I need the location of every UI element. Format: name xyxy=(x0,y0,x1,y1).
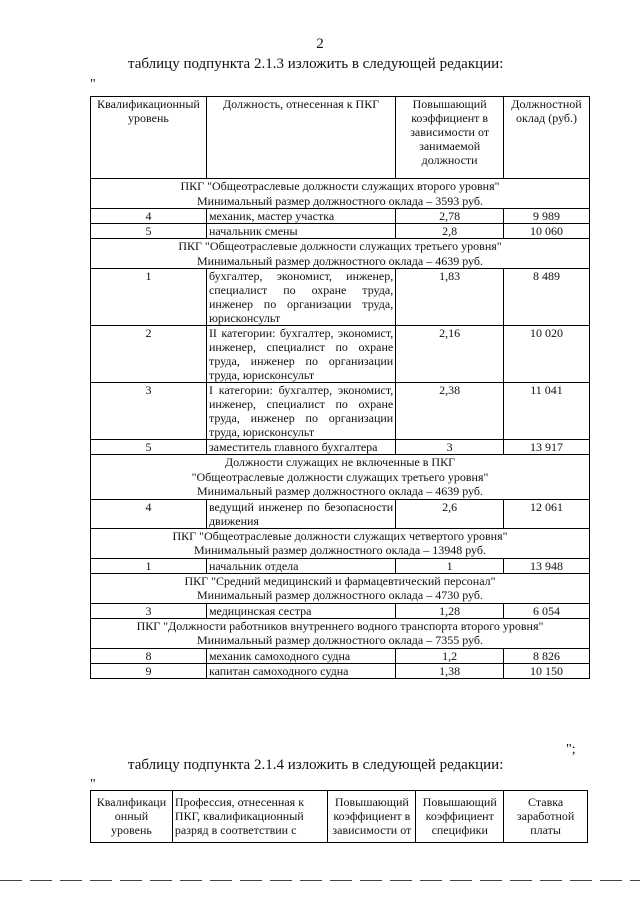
cell-level: 1 xyxy=(91,269,207,326)
group-title: ПКГ "Общеотраслевые должности служащих третьего уровня" xyxy=(178,239,502,253)
group-min-salary: Минимальный размер должностного оклада – 13948 руб. xyxy=(194,543,486,557)
group-title: ПКГ "Общеотраслевые должности служащих второго уровня" xyxy=(180,179,500,193)
cell-salary: 10 020 xyxy=(504,326,590,383)
cell-coef: 1,38 xyxy=(396,663,504,678)
cell-position: заместитель главного бухгалтера xyxy=(206,440,395,455)
cell-level: 3 xyxy=(91,603,207,618)
intro-2-1-4: таблицу подпункта 2.1.4 изложить в следующей редакции: xyxy=(128,757,504,773)
cell-salary: 11 041 xyxy=(504,383,590,440)
cell-coef: 2,8 xyxy=(396,224,504,239)
group-min-salary: Минимальный размер должностного оклада – 7355 руб. xyxy=(197,633,483,647)
table-row xyxy=(91,663,590,678)
cell-level: 3 xyxy=(91,383,207,440)
group-header-row xyxy=(91,573,590,603)
cell-coef: 2,78 xyxy=(396,209,504,224)
table-row xyxy=(91,209,590,224)
cell-position: II категории: бухгалтер, экономист, инженер, специалист по охране труда, инженер по организации труда, юрисконсульт xyxy=(206,326,395,383)
cell-coef: 2,6 xyxy=(396,499,504,528)
cell-coef: 3 xyxy=(396,440,504,455)
cell-coef: 1,2 xyxy=(396,648,504,663)
table-row xyxy=(91,224,590,239)
group-header xyxy=(91,528,590,558)
group-header-row xyxy=(91,528,590,558)
group-title: "Общеотраслевые должности служащих третьего уровня" xyxy=(191,469,489,484)
group-min-salary: Минимальный размер должностного оклада – 4730 руб. xyxy=(197,588,483,602)
cell-position: I категории: бухгалтер, экономист, инженер, специалист по охране труда, инженер по организации труда, юрисконсульт xyxy=(206,383,395,440)
group-min-salary: Минимальный размер должностного оклада – 3593 руб. xyxy=(197,193,483,208)
cell-salary: 10 060 xyxy=(504,224,590,239)
cell-salary: 6 054 xyxy=(504,603,590,618)
open-quote-2: " xyxy=(90,777,96,792)
cell-coef: 1,28 xyxy=(396,603,504,618)
cell-level: 1 xyxy=(91,558,207,573)
group-title: ПКГ "Должности работников внутреннего водного транспорта второго уровня" xyxy=(136,618,544,633)
cell-level: 2 xyxy=(91,326,207,383)
intro-2-1-3: таблицу подпункта 2.1.3 изложить в следующей редакции: xyxy=(128,56,504,72)
cell-position: бухгалтер, экономист, инженер, специалист по охране труда, инженер по организации труда, юрисконсульт xyxy=(206,269,395,326)
cell-level: 4 xyxy=(91,499,207,528)
header2-coefficient: Повышающий коэффициент в зависимости от xyxy=(328,791,416,843)
group-header xyxy=(91,239,590,269)
cell-level: 4 xyxy=(91,209,207,224)
header2-qualification-level: Квалификаци онный уровень xyxy=(91,791,173,843)
header2-profession: Профессия, отнесенная к ПКГ, квалификационный разряд в соответствии с xyxy=(172,791,327,843)
salary-table-2-1-3 xyxy=(90,96,590,679)
group-header xyxy=(91,179,590,209)
cell-position: начальник смены xyxy=(206,224,395,239)
group-title: ПКГ "Средний медицинский и фармацевтический персонал" xyxy=(184,573,496,588)
cell-salary: 8 489 xyxy=(504,269,590,326)
cell-position: ведущий инженер по безопасности движения xyxy=(206,499,395,528)
group-title: ПКГ "Общеотраслевые должности служащих четвертого уровня" xyxy=(172,528,508,543)
cell-coef: 2,16 xyxy=(396,326,504,383)
cell-level: 5 xyxy=(91,440,207,455)
group-header-row xyxy=(91,179,590,209)
group-header xyxy=(91,573,590,603)
page-number: 2 xyxy=(316,36,324,52)
cell-coef: 2,38 xyxy=(396,383,504,440)
cell-position: начальник отдела xyxy=(206,558,395,573)
header-qualification-level: Квалификационный уровень xyxy=(91,97,207,179)
cell-position: медицинская сестра xyxy=(206,603,395,618)
table-row xyxy=(91,269,590,326)
cell-position: механик самоходного судна xyxy=(206,648,395,663)
cell-coef: 1 xyxy=(396,558,504,573)
table-row xyxy=(91,383,590,440)
cell-salary: 12 061 xyxy=(504,499,590,528)
group-title: Должности служащих не включенные в ПКГ xyxy=(224,455,456,469)
cell-salary: 9 989 xyxy=(504,209,590,224)
table-row xyxy=(91,603,590,618)
cell-level: 5 xyxy=(91,224,207,239)
group-min-salary: Минимальный размер должностного оклада – 4639 руб. xyxy=(197,484,483,498)
group-header xyxy=(91,455,590,500)
page-cut-line xyxy=(0,880,640,881)
table-row xyxy=(91,648,590,663)
cell-level: 9 xyxy=(91,663,207,678)
header-position: Должность, отнесенная к ПКГ xyxy=(206,97,395,179)
group-header-row xyxy=(91,455,590,500)
cell-salary: 10 150 xyxy=(504,663,590,678)
table-row xyxy=(91,558,590,573)
cell-salary: 8 826 xyxy=(504,648,590,663)
cell-coef: 1,83 xyxy=(396,269,504,326)
group-header xyxy=(91,618,590,648)
header2-wage-rate: Ставка заработной платы xyxy=(504,791,588,843)
open-quote: " xyxy=(90,77,96,92)
cell-level: 8 xyxy=(91,648,207,663)
table-row xyxy=(91,326,590,383)
wage-table-2-1-4 xyxy=(90,790,588,843)
group-header-row xyxy=(91,239,590,269)
header2-specific-coefficient: Повышающий коэффициент специфики xyxy=(416,791,504,843)
close-quote: "; xyxy=(566,742,576,757)
table-row xyxy=(91,499,590,528)
group-header-row xyxy=(91,618,590,648)
table-row xyxy=(91,440,590,455)
cell-salary: 13 917 xyxy=(504,440,590,455)
group-min-salary: Минимальный размер должностного оклада – 4639 руб. xyxy=(197,253,483,268)
cell-position: капитан самоходного судна xyxy=(206,663,395,678)
cell-salary: 13 948 xyxy=(504,558,590,573)
header-salary: Должностной оклад (руб.) xyxy=(504,97,590,179)
header-coefficient: Повышающий коэффициент в зависимости от занимаемой должности xyxy=(396,97,504,179)
cell-position: механик, мастер участка xyxy=(206,209,395,224)
